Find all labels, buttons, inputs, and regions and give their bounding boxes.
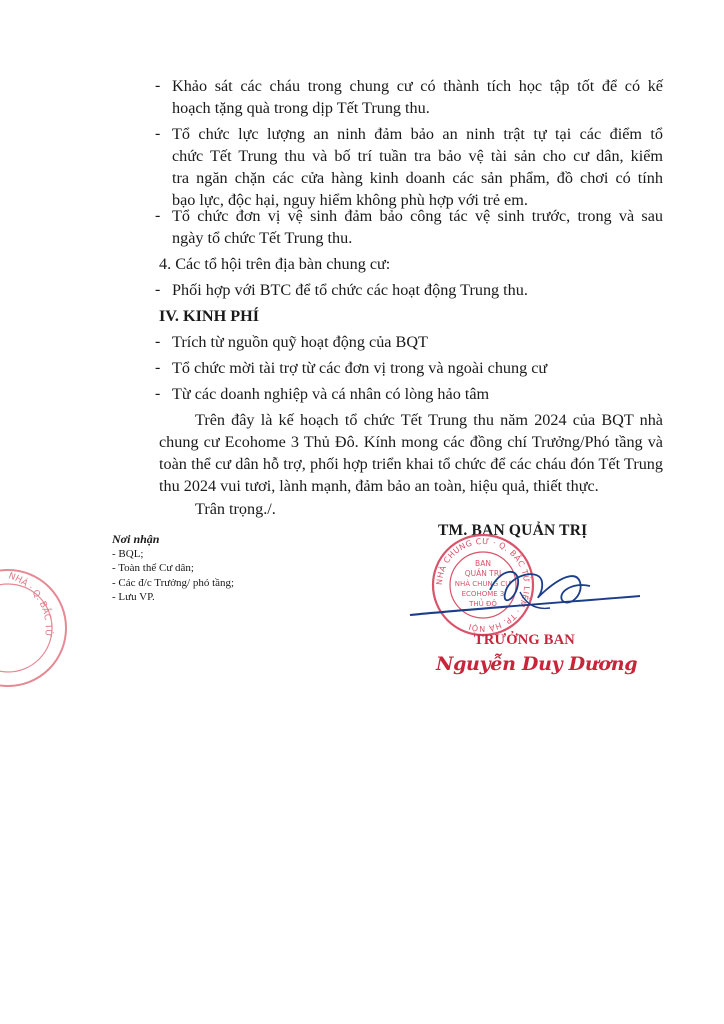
funding-item: Từ các doanh nghiệp và cá nhân có lòng hảo tâm [172,385,490,403]
bullet-line: Phối hợp với BTC để tổ chức các hoạt động Trung thu. [172,281,528,299]
signature-org-title: TM. BAN QUẢN TRỊ [438,522,588,539]
bullet-line: Tổ chức lực lượng an ninh đảm bảo an ninh trật tự tại các điểm tổ [172,125,663,143]
seal-center-line: BAN [475,559,491,568]
funding-item: Trích từ nguồn quỹ hoạt động của BQT [172,333,428,351]
bullet-dash: - [155,333,161,350]
bullet-dash: - [155,77,161,94]
closing-paragraph-line: Trên đây là kế hoạch tổ chức Tết Trung thu năm 2024 của BQT nhà [195,411,663,429]
seal-ring-text: NHÀ CHUNG CƯ · Q. BẮC TỪ LIÊM · TP. HÀ NỘI [434,536,532,634]
recipient-item: - Lưu VP. [112,591,155,603]
bullet-line: Khảo sát các cháu trong chung cư có thành tích học tập tốt để có kế [172,77,663,95]
section-heading: IV. KINH PHÍ [159,307,259,325]
bullet-line: chức Tết Trung thu và bố trí tuần tra bảo vệ tài sản cho cư dân, kiểm [172,147,663,165]
bullet-line: Tổ chức đơn vị vệ sinh đảm bảo công tác vệ sinh trước, trong và sau [172,207,663,225]
bullet-line: tra ngăn chặn các cửa hàng kinh doanh các sản phẩm, đồ chơi có tính [172,169,663,187]
seal-center-line: NHÀ CHUNG CƯ [454,580,512,588]
bullet-dash: - [155,207,161,224]
signer-name: Nguyễn Duy Dương [436,653,638,675]
bullet-dash: - [155,359,161,376]
seal-center-line: QUẢN TRỊ [464,569,502,578]
recipient-item: - Toàn thể Cư dân; [112,562,194,574]
bullet-dash: - [155,125,161,142]
seal-center-line: ECOHOME 3 [461,590,505,598]
recipient-item: - Các đ/c Trưởng/ phó tầng; [112,577,235,589]
bullet-line: ngày tổ chức Tết Trung thu. [172,229,353,247]
handwritten-signature [400,560,650,630]
recipient-item: - BQL; [112,548,144,560]
bullet-dash: - [155,385,161,402]
closing-paragraph-line: toàn thể cư dân hỗ trợ, phối hợp triển khai tổ chức để các cháu đón Tết Trung [159,455,663,473]
signature-position: TRƯỞNG BAN [474,632,575,648]
bullet-line: hoạch tặng quà trong dịp Tết Trung thu. [172,99,430,117]
recipients-title: Nơi nhận [112,532,160,546]
bullet-dash: - [155,281,161,298]
seal-center-line: THỦ ĐÔ [469,600,497,608]
section-item-4: 4. Các tổ hội trên địa bàn chung cư: [159,255,391,273]
regards: Trân trọng./. [195,500,276,518]
partial-stamp-ring-text: NHÀ · Q. BẮC TỪ [6,571,53,638]
partial-stamp-seal [0,560,70,690]
closing-paragraph-line: thu 2024 vui tươi, lành mạnh, đảm bảo an toàn, hiệu quả, thiết thực. [159,477,599,495]
funding-item: Tổ chức mời tài trợ từ các đơn vị trong và ngoài chung cư [172,359,548,377]
bullet-line: bạo lực, độc hại, nguy hiểm không phù hợp với trẻ em. [172,191,528,209]
closing-paragraph-line: chung cư Ecohome 3 Thủ Đô. Kính mong các đồng chí Trưởng/Phó tầng và [159,433,663,451]
